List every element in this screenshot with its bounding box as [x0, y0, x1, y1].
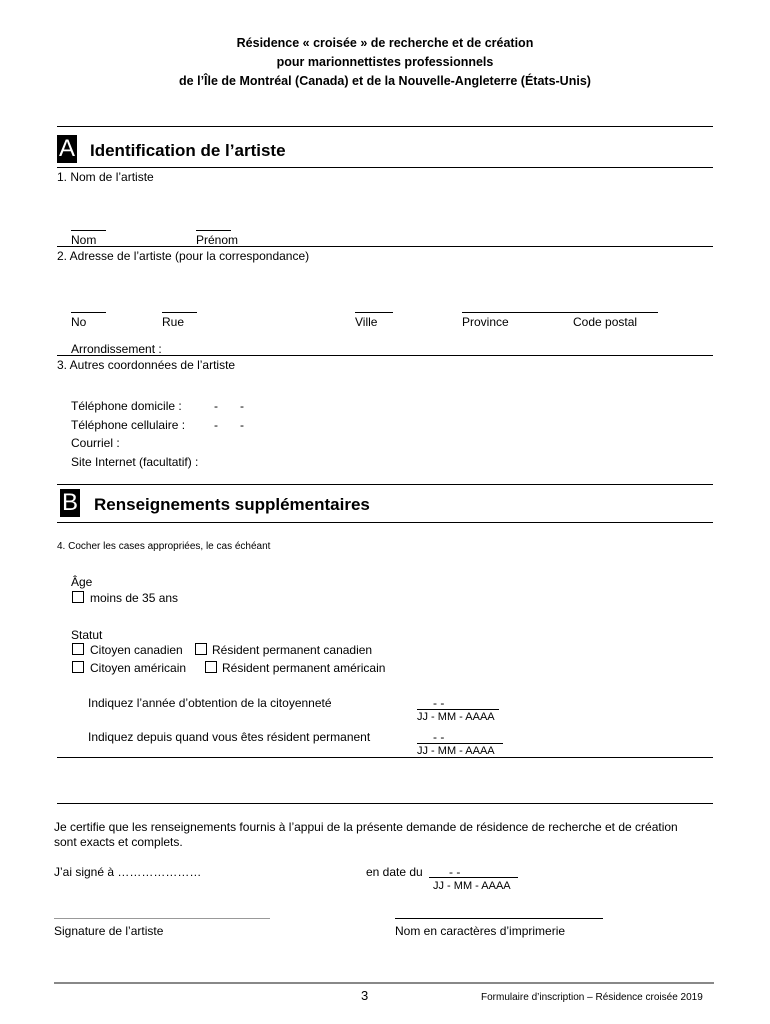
section-b-letter: B [61, 489, 78, 516]
tel-cellulaire-dash-2: - [240, 418, 244, 432]
section-b-bottom-rule [57, 757, 713, 758]
citizenship-date-dashes: - - [433, 696, 445, 710]
certification-statement-line2: sont exacts et complets. [54, 835, 183, 849]
footer-rule [54, 982, 714, 984]
citizenship-date-format: JJ - MM - AAAA [417, 711, 495, 723]
arrondissement-label: Arrondissement : [71, 342, 162, 356]
site-internet-label: Site Internet (facultatif) : [71, 455, 199, 469]
resident-permanent-canadien-label: Résident permanent canadien [212, 643, 373, 657]
signature-field-line[interactable] [54, 918, 270, 919]
ville-field-line[interactable] [355, 312, 393, 313]
tel-domicile-dash-2: - [240, 399, 244, 413]
province-code-field-line[interactable] [462, 312, 658, 313]
prenom-field-line[interactable] [196, 230, 231, 231]
tel-domicile-dash-1: - [214, 399, 218, 413]
document-title-line3: de l’Île de Montréal (Canada) et de la Nouvelle-Angleterre (États-Unis) [179, 74, 591, 88]
signature-date-format: JJ - MM - AAAA [433, 880, 511, 892]
prenom-label: Prénom [196, 233, 239, 247]
age-option-label: moins de 35 ans [90, 591, 179, 605]
rue-field-line[interactable] [162, 312, 197, 313]
code-postal-label: Code postal [573, 315, 638, 329]
section-a-letter: A [58, 135, 75, 162]
citoyen-americain-checkbox[interactable] [72, 661, 84, 673]
courriel-label: Courriel : [71, 436, 120, 450]
footer-form-name: Formulaire d’inscription – Résidence croisée 2019 [481, 992, 703, 1003]
no-field-line[interactable] [71, 312, 106, 313]
tel-domicile-label: Téléphone domicile : [71, 399, 182, 413]
resident-permanent-americain-label: Résident permanent américain [222, 661, 386, 675]
section-a-title-rule [57, 167, 713, 168]
signed-at-label: J’ai signé à ………………… [54, 865, 202, 879]
age-label: Âge [71, 575, 93, 589]
question-2-rule [57, 355, 713, 356]
printed-name-label: Nom en caractères d’imprimerie [395, 924, 566, 938]
rue-label: Rue [162, 315, 185, 329]
question-3-label: 3. Autres coordonnées de l’artiste [57, 358, 236, 372]
signature-date-dashes: - - [449, 865, 461, 879]
document-title-line1: Résidence « croisée » de recherche et de création [236, 36, 534, 50]
question-1-label: 1. Nom de l’artiste [57, 170, 154, 184]
permanent-date-line[interactable] [417, 743, 503, 744]
citoyen-canadien-label: Citoyen canadien [90, 643, 183, 657]
certification-statement-line1: Je certifie que les renseignements fournis à l’appui de la présente demande de résidence de recherche et de création [54, 820, 678, 834]
ville-label: Ville [355, 315, 378, 329]
statut-label: Statut [71, 628, 103, 642]
page-number: 3 [361, 988, 369, 1003]
date-label: en date du [366, 865, 423, 879]
section-b-top-rule [57, 484, 713, 485]
resident-permanent-americain-checkbox[interactable] [205, 661, 217, 673]
section-b-title-rule [57, 522, 713, 523]
tel-cellulaire-label: Téléphone cellulaire : [71, 418, 186, 432]
document-title-line2: pour marionnettistes professionnels [276, 55, 494, 69]
nom-field-line[interactable] [71, 230, 106, 231]
section-a-title: Identification de l’artiste [90, 141, 286, 160]
printed-name-field-line[interactable] [395, 918, 603, 919]
no-label: No [71, 315, 87, 329]
province-label: Province [462, 315, 509, 329]
section-a-top-rule [57, 126, 713, 127]
section-b-title: Renseignements supplémentaires [94, 495, 370, 514]
citizenship-year-label: Indiquez l’année d’obtention de la citoyenneté [88, 696, 332, 710]
age-checkbox[interactable] [72, 591, 84, 603]
permanent-date-dashes: - - [433, 730, 445, 744]
tel-cellulaire-dash-1: - [214, 418, 218, 432]
signature-label: Signature de l’artiste [54, 924, 164, 938]
permanent-since-label: Indiquez depuis quand vous êtes résident permanent [88, 730, 371, 744]
resident-permanent-canadien-checkbox[interactable] [195, 643, 207, 655]
permanent-date-format: JJ - MM - AAAA [417, 745, 495, 757]
question-4-label: 4. Cocher les cases appropriées, le cas échéant [57, 541, 271, 552]
signature-date-line[interactable] [429, 877, 518, 878]
citoyen-canadien-checkbox[interactable] [72, 643, 84, 655]
citoyen-americain-label: Citoyen américain [90, 661, 187, 675]
nom-label: Nom [71, 233, 97, 247]
question-2-label: 2. Adresse de l’artiste (pour la correspondance) [57, 249, 310, 263]
question-1-rule [57, 246, 713, 247]
citizenship-date-line[interactable] [417, 709, 499, 710]
certification-top-rule [57, 803, 713, 804]
